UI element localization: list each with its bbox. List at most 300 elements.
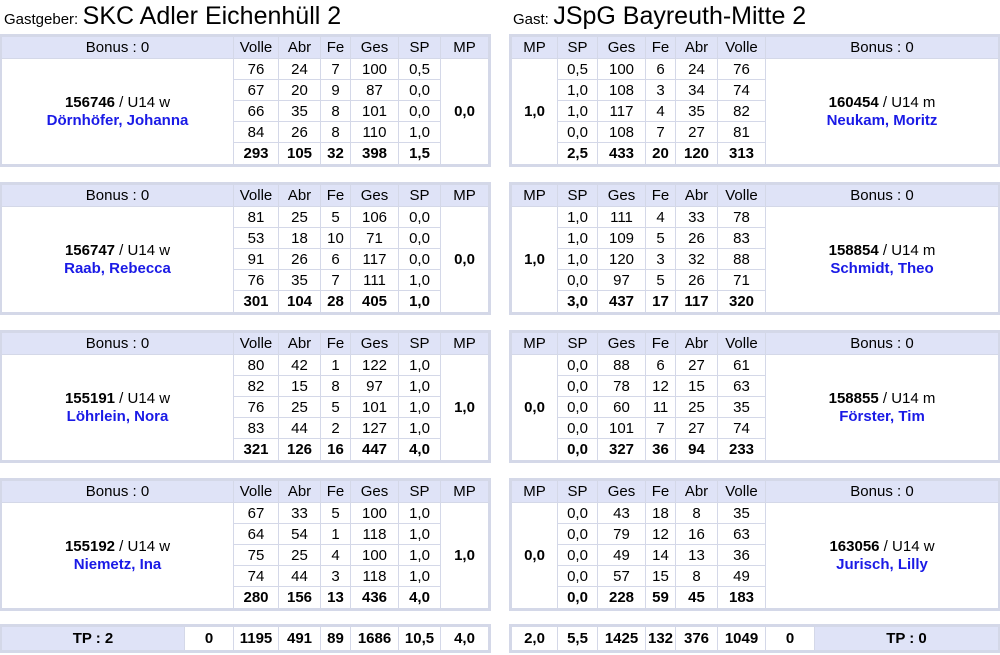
lane-volle: 81 — [718, 122, 766, 143]
lane-volle: 64 — [234, 524, 279, 545]
guest-player-class: / U14 m — [878, 389, 936, 407]
lane-volle: 35 — [718, 397, 766, 418]
lane-volle: 76 — [234, 270, 279, 291]
col-header-mp: MP — [512, 185, 558, 207]
guest-player-id: 160454 — [828, 93, 879, 111]
guest-bonus: Bonus : 0 — [766, 333, 999, 355]
lane-abr: 35 — [676, 101, 718, 122]
home-team-name: SKC Adler Eichenhüll 2 — [82, 2, 342, 30]
lane-volle: 82 — [718, 101, 766, 122]
home-bonus: Bonus : 0 — [2, 333, 234, 355]
col-header-fe: Fe — [646, 481, 676, 503]
col-header-abr: Abr — [279, 37, 321, 59]
total-abr: 126 — [279, 439, 321, 461]
lane-sp: 0,5 — [399, 59, 441, 80]
lane-fe: 6 — [321, 249, 351, 270]
lane-abr: 44 — [279, 418, 321, 439]
lane-abr: 26 — [676, 228, 718, 249]
lane-volle: 75 — [234, 545, 279, 566]
col-header-mp: MP — [512, 37, 558, 59]
lane-ges: 57 — [598, 566, 646, 587]
col-header-fe: Fe — [321, 37, 351, 59]
lane-volle: 67 — [234, 80, 279, 101]
col-header-ges: Ges — [598, 185, 646, 207]
lane-abr: 15 — [676, 376, 718, 397]
lane-sp: 0,0 — [558, 355, 598, 376]
home-match-points: 1,0 — [441, 355, 489, 461]
lane-ges: 127 — [351, 418, 399, 439]
lane-ges: 101 — [598, 418, 646, 439]
total-fe: 36 — [646, 439, 676, 461]
lane-fe: 2 — [321, 418, 351, 439]
guest-match-points: 0,0 — [512, 503, 558, 609]
col-header-ges: Ges — [351, 481, 399, 503]
lane-fe: 3 — [321, 566, 351, 587]
col-header-abr: Abr — [676, 333, 718, 355]
home-player-id-line — [2, 538, 233, 556]
lane-abr: 42 — [279, 355, 321, 376]
home-player-id-line — [2, 94, 233, 112]
guest-total-ges: 1425 — [598, 627, 646, 651]
lane-abr: 34 — [676, 80, 718, 101]
lane-sp: 0,0 — [399, 80, 441, 101]
col-header-sp: SP — [558, 37, 598, 59]
home-player-class: / U14 w — [115, 537, 171, 555]
home-player-table — [1, 36, 489, 165]
lane-abr: 26 — [279, 122, 321, 143]
lane-volle: 76 — [718, 59, 766, 80]
lane-ges: 122 — [351, 355, 399, 376]
col-header-ges: Ges — [598, 481, 646, 503]
lane-ges: 100 — [351, 503, 399, 524]
lane-abr: 35 — [279, 101, 321, 122]
total-fe: 16 — [321, 439, 351, 461]
total-sp: 4,0 — [399, 587, 441, 609]
home-player-cell — [2, 59, 234, 165]
guest-player-table — [511, 36, 999, 165]
lane-abr: 33 — [279, 503, 321, 524]
lane-ges: 100 — [351, 545, 399, 566]
lane-abr: 26 — [279, 249, 321, 270]
lane-ges: 101 — [351, 101, 399, 122]
col-header-ges: Ges — [351, 333, 399, 355]
lane-abr: 27 — [676, 355, 718, 376]
col-header-mp: MP — [441, 481, 489, 503]
home-player-id-line — [2, 390, 233, 408]
lane-volle: 53 — [234, 228, 279, 249]
home-player-id-line — [2, 242, 233, 260]
lane-sp: 0,0 — [558, 524, 598, 545]
guest-team-points: TP : 0 — [815, 627, 999, 651]
lane-fe: 7 — [321, 270, 351, 291]
lane-sp: 1,0 — [558, 249, 598, 270]
col-header-volle: Volle — [234, 481, 279, 503]
guest-player-table — [511, 480, 999, 609]
lane-volle: 67 — [234, 503, 279, 524]
home-player-name[interactable]: Raab, Rebecca — [64, 259, 171, 277]
guest-player-id-line — [766, 390, 998, 408]
home-label: Gastgeber: — [4, 11, 79, 28]
lane-sp: 0,0 — [558, 270, 598, 291]
home-player-table — [1, 480, 489, 609]
lane-ges: 110 — [351, 122, 399, 143]
lane-fe: 6 — [646, 59, 676, 80]
lane-ges: 117 — [598, 101, 646, 122]
guest-player-name[interactable]: Neukam, Moritz — [826, 111, 938, 129]
total-fe: 20 — [646, 143, 676, 165]
lane-volle: 78 — [718, 207, 766, 228]
lane-ges: 101 — [351, 397, 399, 418]
lane-volle: 71 — [718, 270, 766, 291]
lane-ges: 109 — [598, 228, 646, 249]
lane-fe: 14 — [646, 545, 676, 566]
home-total-mp: 4,0 — [441, 627, 489, 651]
lane-fe: 7 — [646, 418, 676, 439]
home-total-fe: 89 — [321, 627, 351, 651]
total-volle: 313 — [718, 143, 766, 165]
lane-fe: 9 — [321, 80, 351, 101]
lane-ges: 106 — [351, 207, 399, 228]
home-bonus: Bonus : 0 — [2, 481, 234, 503]
guest-player-name[interactable]: Jurisch, Lilly — [836, 555, 928, 573]
total-fe: 13 — [321, 587, 351, 609]
total-fe: 28 — [321, 291, 351, 313]
home-match-points: 0,0 — [441, 207, 489, 313]
home-team-points: TP : 2 — [2, 627, 185, 651]
home-total-sp: 10,5 — [399, 627, 441, 651]
total-abr: 120 — [676, 143, 718, 165]
total-sp: 1,5 — [399, 143, 441, 165]
lane-volle: 63 — [718, 376, 766, 397]
lane-abr: 16 — [676, 524, 718, 545]
total-abr: 117 — [676, 291, 718, 313]
lane-ges: 88 — [598, 355, 646, 376]
total-ges: 398 — [351, 143, 399, 165]
home-bonus: Bonus : 0 — [2, 37, 234, 59]
lane-fe: 5 — [321, 207, 351, 228]
lane-volle: 36 — [718, 545, 766, 566]
guest-player-id-line — [766, 538, 998, 556]
lane-sp: 1,0 — [558, 228, 598, 249]
guest-match-points: 0,0 — [512, 355, 558, 461]
lane-volle: 83 — [234, 418, 279, 439]
lane-ges: 71 — [351, 228, 399, 249]
guest-player-name[interactable]: Förster, Tim — [839, 407, 925, 425]
guest-player-id: 158855 — [828, 389, 879, 407]
total-fe: 17 — [646, 291, 676, 313]
col-header-ges: Ges — [351, 185, 399, 207]
lane-volle: 74 — [718, 80, 766, 101]
home-player-table — [1, 332, 489, 461]
guest-total-abr: 376 — [676, 627, 718, 651]
lane-abr: 15 — [279, 376, 321, 397]
lane-abr: 26 — [676, 270, 718, 291]
home-total-abr: 491 — [279, 627, 321, 651]
guest-player-class: / U14 m — [878, 241, 936, 259]
lane-fe: 1 — [321, 355, 351, 376]
lane-abr: 44 — [279, 566, 321, 587]
lane-sp: 0,5 — [558, 59, 598, 80]
lane-sp: 0,0 — [399, 101, 441, 122]
lane-ges: 49 — [598, 545, 646, 566]
total-volle: 183 — [718, 587, 766, 609]
col-header-fe: Fe — [321, 481, 351, 503]
home-match-points: 0,0 — [441, 59, 489, 165]
lane-abr: 8 — [676, 566, 718, 587]
guest-team-header — [513, 2, 806, 31]
lane-abr: 24 — [279, 59, 321, 80]
lane-fe: 8 — [321, 101, 351, 122]
total-abr: 104 — [279, 291, 321, 313]
col-header-ges: Ges — [598, 37, 646, 59]
guest-player-id: 163056 — [829, 537, 880, 555]
col-header-volle: Volle — [234, 333, 279, 355]
lane-sp: 1,0 — [399, 270, 441, 291]
lane-ges: 97 — [351, 376, 399, 397]
lane-fe: 6 — [646, 355, 676, 376]
col-header-abr: Abr — [279, 333, 321, 355]
lane-sp: 1,0 — [399, 566, 441, 587]
lane-abr: 33 — [676, 207, 718, 228]
lane-sp: 0,0 — [558, 397, 598, 418]
lane-sp: 1,0 — [399, 355, 441, 376]
home-total-volle: 1195 — [234, 627, 279, 651]
home-player-cell — [2, 503, 234, 609]
col-header-fe: Fe — [321, 185, 351, 207]
lane-fe: 8 — [321, 376, 351, 397]
guest-player-cell — [766, 59, 999, 165]
col-header-volle: Volle — [718, 185, 766, 207]
lane-sp: 0,0 — [558, 566, 598, 587]
home-player-name[interactable]: Dörnhöfer, Johanna — [46, 111, 189, 129]
col-header-volle: Volle — [718, 481, 766, 503]
lane-abr: 8 — [676, 503, 718, 524]
lane-fe: 8 — [321, 122, 351, 143]
total-fe: 32 — [321, 143, 351, 165]
lane-abr: 13 — [676, 545, 718, 566]
total-fe: 59 — [646, 587, 676, 609]
lane-abr: 24 — [676, 59, 718, 80]
lane-ges: 43 — [598, 503, 646, 524]
lane-ges: 100 — [351, 59, 399, 80]
home-player-cell — [2, 355, 234, 461]
guest-match-points: 1,0 — [512, 207, 558, 313]
total-volle: 293 — [234, 143, 279, 165]
lane-abr: 20 — [279, 80, 321, 101]
col-header-fe: Fe — [321, 333, 351, 355]
col-header-fe: Fe — [646, 185, 676, 207]
total-volle: 233 — [718, 439, 766, 461]
guest-player-table — [511, 184, 999, 313]
guest-total-bonus: 0 — [766, 627, 815, 651]
col-header-abr: Abr — [279, 481, 321, 503]
total-sp: 4,0 — [399, 439, 441, 461]
lane-fe: 15 — [646, 566, 676, 587]
lane-ges: 60 — [598, 397, 646, 418]
lane-abr: 25 — [279, 545, 321, 566]
guest-label: Gast: — [513, 11, 549, 28]
home-total-ges: 1686 — [351, 627, 399, 651]
total-ges: 436 — [351, 587, 399, 609]
lane-fe: 11 — [646, 397, 676, 418]
total-ges: 447 — [351, 439, 399, 461]
home-team-header — [4, 2, 341, 31]
home-player-cell — [2, 207, 234, 313]
home-player-name[interactable]: Niemetz, Ina — [73, 555, 162, 573]
col-header-sp: SP — [399, 185, 441, 207]
lane-fe: 5 — [646, 228, 676, 249]
home-match-points: 1,0 — [441, 503, 489, 609]
col-header-fe: Fe — [646, 333, 676, 355]
total-abr: 105 — [279, 143, 321, 165]
lane-ges: 111 — [351, 270, 399, 291]
col-header-sp: SP — [558, 481, 598, 503]
lane-volle: 66 — [234, 101, 279, 122]
col-header-sp: SP — [558, 333, 598, 355]
lane-sp: 0,0 — [558, 122, 598, 143]
col-header-mp: MP — [441, 37, 489, 59]
lane-ges: 111 — [598, 207, 646, 228]
lane-volle: 91 — [234, 249, 279, 270]
guest-total-volle: 1049 — [718, 627, 766, 651]
home-totals — [1, 626, 489, 651]
guest-total-fe: 132 — [646, 627, 676, 651]
lane-abr: 35 — [279, 270, 321, 291]
lane-sp: 1,0 — [558, 80, 598, 101]
total-ges: 433 — [598, 143, 646, 165]
lane-ges: 120 — [598, 249, 646, 270]
lane-fe: 5 — [646, 270, 676, 291]
lane-abr: 54 — [279, 524, 321, 545]
guest-player-class: / U14 m — [878, 93, 936, 111]
col-header-abr: Abr — [676, 481, 718, 503]
lane-sp: 0,0 — [558, 376, 598, 397]
lane-volle: 88 — [718, 249, 766, 270]
guest-player-cell — [766, 355, 999, 461]
lane-volle: 76 — [234, 59, 279, 80]
home-player-id: 156746 — [64, 93, 116, 111]
lane-abr: 25 — [279, 207, 321, 228]
guest-player-id-line — [766, 94, 998, 112]
lane-fe: 18 — [646, 503, 676, 524]
lane-sp: 1,0 — [399, 524, 441, 545]
lane-abr: 27 — [676, 418, 718, 439]
lane-volle: 80 — [234, 355, 279, 376]
col-header-sp: SP — [399, 37, 441, 59]
lane-fe: 3 — [646, 80, 676, 101]
guest-player-table — [511, 332, 999, 461]
lane-abr: 27 — [676, 122, 718, 143]
total-volle: 301 — [234, 291, 279, 313]
home-player-id: 156747 — [64, 241, 116, 259]
guest-bonus: Bonus : 0 — [766, 37, 999, 59]
home-player-table — [1, 184, 489, 313]
lane-ges: 118 — [351, 524, 399, 545]
col-header-ges: Ges — [598, 333, 646, 355]
lane-volle: 81 — [234, 207, 279, 228]
lane-sp: 1,0 — [399, 545, 441, 566]
total-ges: 405 — [351, 291, 399, 313]
total-abr: 156 — [279, 587, 321, 609]
lane-sp: 0,0 — [399, 249, 441, 270]
col-header-volle: Volle — [718, 333, 766, 355]
col-header-abr: Abr — [676, 185, 718, 207]
total-ges: 327 — [598, 439, 646, 461]
lane-volle: 61 — [718, 355, 766, 376]
lane-sp: 1,0 — [558, 101, 598, 122]
guest-bonus: Bonus : 0 — [766, 481, 999, 503]
home-player-id: 155191 — [64, 389, 116, 407]
lane-fe: 5 — [321, 503, 351, 524]
lane-sp: 1,0 — [399, 122, 441, 143]
total-volle: 280 — [234, 587, 279, 609]
lane-ges: 78 — [598, 376, 646, 397]
lane-volle: 82 — [234, 376, 279, 397]
guest-player-name[interactable]: Schmidt, Theo — [830, 259, 934, 277]
lane-fe: 5 — [321, 397, 351, 418]
home-player-class: / U14 w — [115, 241, 171, 259]
lane-sp: 1,0 — [558, 207, 598, 228]
col-header-ges: Ges — [351, 37, 399, 59]
col-header-sp: SP — [399, 333, 441, 355]
total-abr: 94 — [676, 439, 718, 461]
lane-volle: 74 — [718, 418, 766, 439]
lane-sp: 1,0 — [399, 397, 441, 418]
lane-sp: 0,0 — [558, 418, 598, 439]
total-ges: 228 — [598, 587, 646, 609]
lane-fe: 4 — [646, 101, 676, 122]
home-player-class: / U14 w — [115, 389, 171, 407]
guest-player-id: 158854 — [828, 241, 879, 259]
lane-fe: 1 — [321, 524, 351, 545]
guest-match-points: 1,0 — [512, 59, 558, 165]
col-header-fe: Fe — [646, 37, 676, 59]
home-player-name[interactable]: Löhrlein, Nora — [66, 407, 169, 425]
lane-ges: 87 — [351, 80, 399, 101]
lane-ges: 100 — [598, 59, 646, 80]
lane-fe: 7 — [646, 122, 676, 143]
lane-ges: 118 — [351, 566, 399, 587]
col-header-volle: Volle — [718, 37, 766, 59]
lane-ges: 108 — [598, 122, 646, 143]
total-abr: 45 — [676, 587, 718, 609]
lane-fe: 12 — [646, 376, 676, 397]
home-player-class: / U14 w — [115, 93, 171, 111]
guest-total-mp: 2,0 — [512, 627, 558, 651]
lane-abr: 25 — [279, 397, 321, 418]
total-sp: 2,5 — [558, 143, 598, 165]
lane-sp: 1,0 — [399, 376, 441, 397]
col-header-volle: Volle — [234, 185, 279, 207]
lane-fe: 7 — [321, 59, 351, 80]
lane-sp: 1,0 — [399, 418, 441, 439]
total-ges: 437 — [598, 291, 646, 313]
guest-total-sp: 5,5 — [558, 627, 598, 651]
home-bonus: Bonus : 0 — [2, 185, 234, 207]
guest-team-name: JSpG Bayreuth-Mitte 2 — [553, 2, 807, 30]
lane-sp: 0,0 — [558, 545, 598, 566]
lane-ges: 117 — [351, 249, 399, 270]
lane-fe: 12 — [646, 524, 676, 545]
guest-player-class: / U14 w — [879, 537, 935, 555]
lane-sp: 0,0 — [558, 503, 598, 524]
col-header-mp: MP — [512, 481, 558, 503]
lane-fe: 3 — [646, 249, 676, 270]
lane-fe: 4 — [321, 545, 351, 566]
guest-bonus: Bonus : 0 — [766, 185, 999, 207]
lane-sp: 0,0 — [399, 228, 441, 249]
col-header-abr: Abr — [676, 37, 718, 59]
